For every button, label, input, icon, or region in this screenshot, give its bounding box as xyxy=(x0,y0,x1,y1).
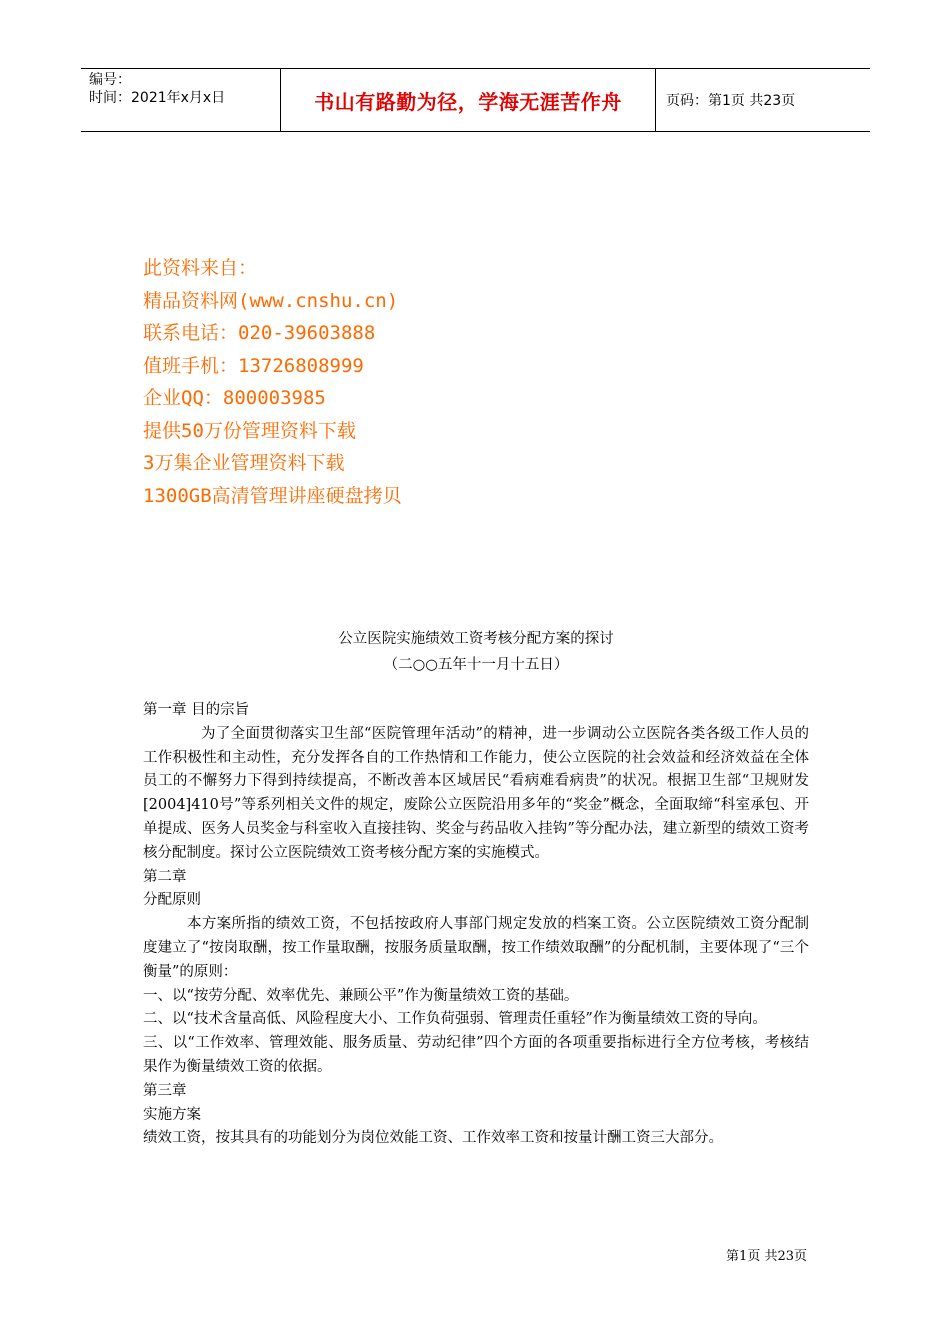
chapter-2-title: 分配原则 xyxy=(143,892,201,909)
ad-line: 精品资料网(www.cnshu.cn) xyxy=(143,289,399,312)
principle-item: 三、以“工作效率、管理效能、服务质量、劳动纪律”四个方面的各项重要指标进行全方位考核，考核结果作为衡量绩效工资的依据。 xyxy=(143,1035,809,1075)
document-body xyxy=(143,626,809,1151)
chapter-3-paragraph: 绩效工资，按其具有的功能划分为岗位效能工资、工作效率工资和按量计酬工资三大部分。 xyxy=(143,1130,723,1147)
chapter-1-paragraph: 为了全面贯彻落实卫生部“医院管理年活动”的精神，进一步调动公立医院各类各级工作人员的工作积极性和主动性，充分发挥各自的工作热情和工作能力，使公立医院的社会效益和经济效益在全体员工的不懈努力下得到持续提高，不断改善本区域居民“看病难看病贵”的状况。根据卫生部“卫规财发[2004]410号”等系列相关文件的规定，废除公立医院沿用多年的“奖金”概念，全面取缔“科室承包、开单提成、医务人员奖金与科室收入直接挂钩、奖金与药品收入挂钩”等分配办法，建立新型的绩效工资考核分配制度。探讨公立医院绩效工资考核分配方案的实施模式。 xyxy=(143,725,809,861)
footer-page-info: 第1页 共23页 xyxy=(726,1249,807,1264)
chapter-2-heading: 第二章 xyxy=(143,868,187,885)
source-ad-block xyxy=(143,252,402,512)
document-date: （二○○五年十一月十五日） xyxy=(383,657,569,673)
chapter-2-paragraph: 本方案所指的绩效工资，不包括按政府人事部门规定发放的档案工资。公立医院绩效工资分配制度建立了“按岗取酬，按工作量取酬，按服务质量取酬，按工作绩效取酬”的分配机制，主要体现了“三个衡量”的原则： xyxy=(143,916,809,980)
ad-line: 提供50万份管理资料下载 xyxy=(143,419,356,442)
chapter-3-title: 实施方案 xyxy=(143,1106,201,1123)
principle-item: 二、以“技术含量高低、风险程度大小、工作负荷强弱、管理责任重轻”作为衡量绩效工资的导向。 xyxy=(143,1011,767,1028)
header-page-info: 页码：第1页 共23页 xyxy=(666,93,796,109)
header-table xyxy=(81,68,870,132)
ad-line: 联系电话：020-39603888 xyxy=(143,322,376,344)
ad-line: 1300GB高清管理讲座硬盘拷贝 xyxy=(143,484,402,507)
ad-line: 企业QQ：800003985 xyxy=(143,387,326,409)
principle-item: 一、以“按劳分配、效率优先、兼顾公平”作为衡量绩效工资的基础。 xyxy=(143,987,579,1004)
chapter-1-heading: 第一章 目的宗旨 xyxy=(143,702,250,718)
ad-line: 值班手机：13726808999 xyxy=(143,354,364,377)
ad-line: 此资料来自： xyxy=(143,257,258,279)
date-label: 时间：2021年x月x日 xyxy=(89,90,226,106)
ad-line: 3万集企业管理资料下载 xyxy=(143,452,345,474)
header-meta-cell xyxy=(81,69,281,131)
number-label: 编号： xyxy=(89,72,131,88)
chapter-3-heading: 第三章 xyxy=(143,1082,187,1099)
motto: 书山有路勤为径，学海无涯苦作舟 xyxy=(281,69,656,131)
document-title: 公立医院实施绩效工资考核分配方案的探讨 xyxy=(338,631,614,647)
